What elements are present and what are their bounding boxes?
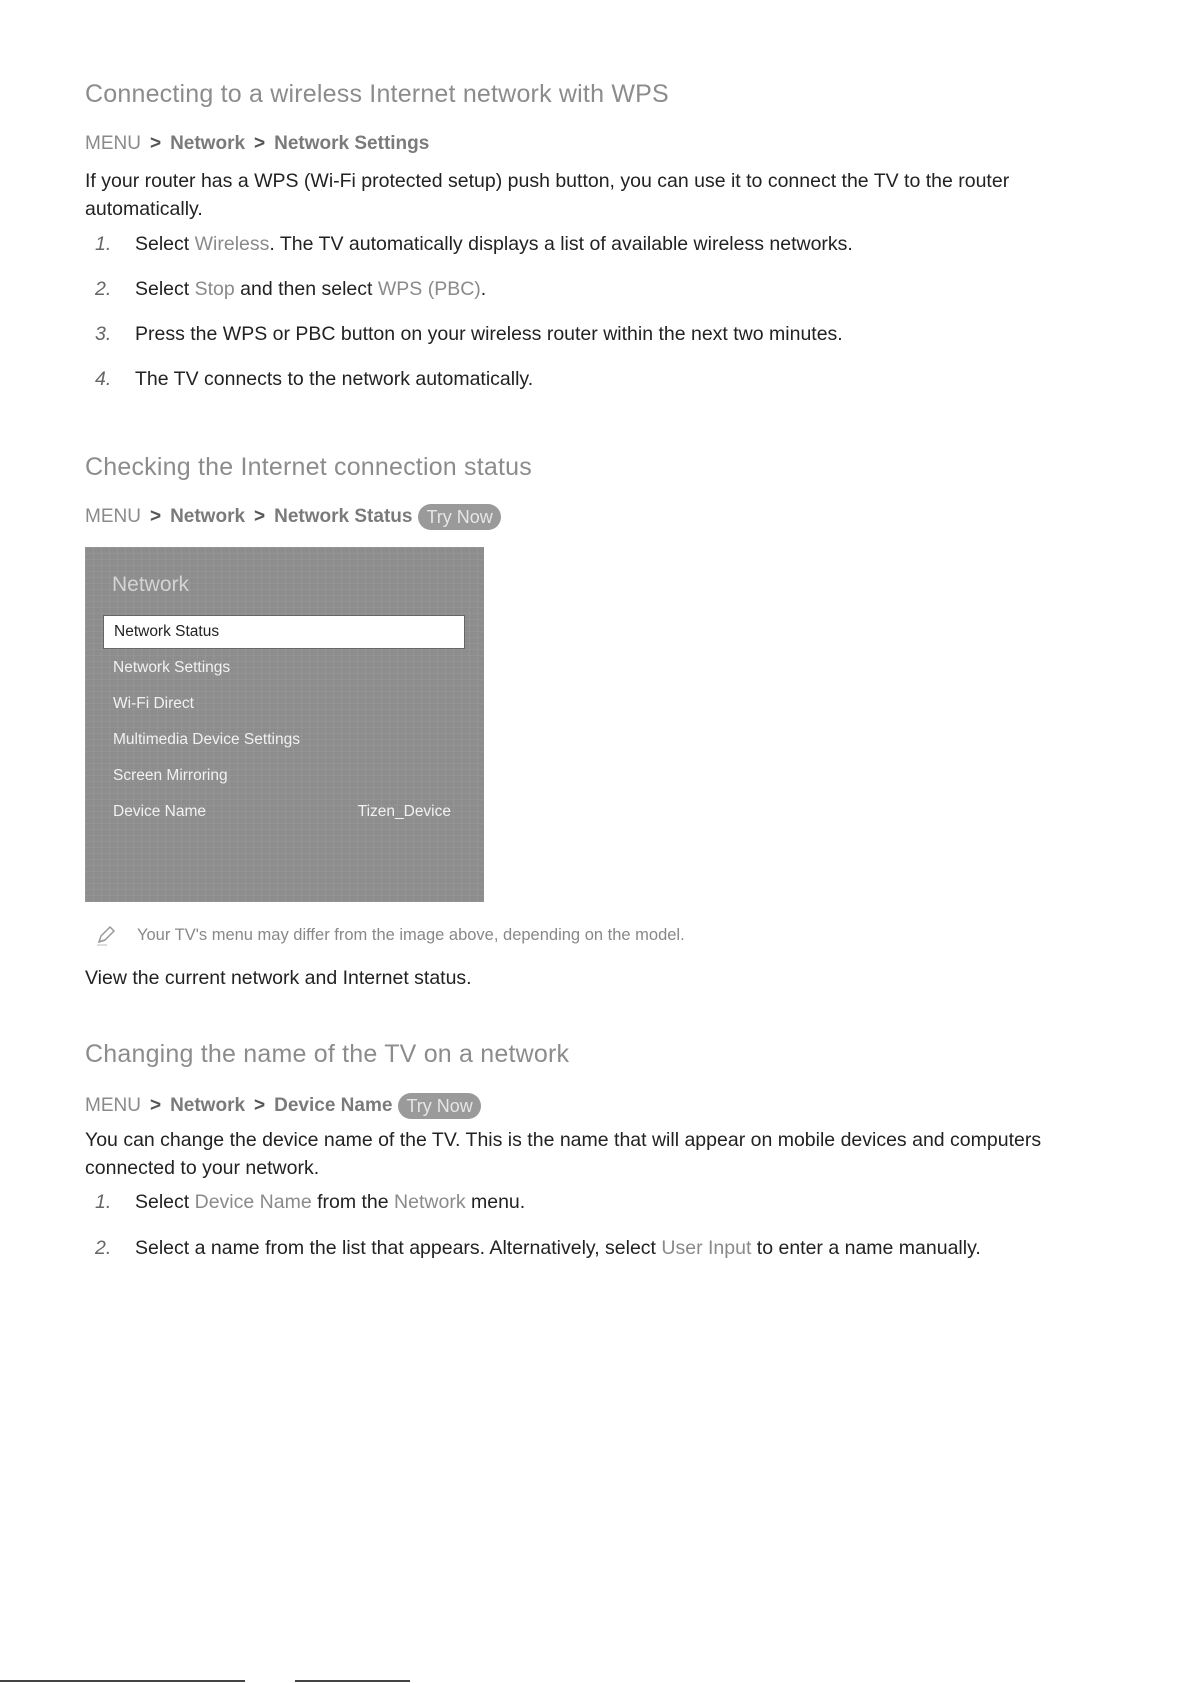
status-body: View the current network and Internet status.: [85, 967, 472, 989]
chevron-right-icon: >: [254, 506, 266, 527]
chevron-right-icon: >: [254, 1095, 266, 1116]
section-title-wps: Connecting to a wireless Internet network with WPS: [85, 80, 669, 108]
path-menu: MENU: [85, 506, 141, 527]
device-name-step-1: 1. Select Device Name from the Network menu.: [95, 1191, 526, 1213]
section-title-status: Checking the Internet connection status: [85, 453, 532, 481]
menu-path-status: [85, 504, 501, 530]
chevron-right-icon: >: [149, 133, 162, 154]
try-now-button[interactable]: Try Now: [418, 504, 500, 530]
chevron-right-icon: >: [149, 506, 162, 527]
wps-step-1: 1. Select Wireless. The TV automatically displays a list of available wireless networks.: [95, 233, 853, 255]
path-network-settings: Network Settings: [274, 133, 430, 154]
chevron-right-icon: >: [149, 1095, 162, 1116]
path-network: Network: [170, 133, 246, 154]
section-title-device-name: Changing the name of the TV on a network: [85, 1040, 570, 1068]
menu-item-network-settings[interactable]: Network Settings: [113, 659, 231, 676]
path-network-status: Network Status: [274, 506, 413, 527]
menu-path-wps: [85, 133, 429, 155]
footer-rule: [295, 1680, 410, 1682]
model-note: Your TV's menu may differ from the image above, depending on the model.: [85, 924, 685, 946]
device-name-value: Tizen_Device: [357, 803, 451, 820]
tv-network-menu-screenshot: [85, 547, 484, 902]
wps-step-3: 3. Press the WPS or PBC button on your wireless router within the next two minutes.: [95, 323, 843, 345]
screen-title: Network: [112, 573, 190, 596]
pencil-note-icon: [95, 924, 117, 946]
wps-step-4: 4. The TV connects to the network automatically.: [95, 368, 534, 390]
path-menu: MENU: [85, 1095, 141, 1116]
try-now-button[interactable]: Try Now: [398, 1093, 480, 1119]
path-menu: MENU: [85, 133, 141, 154]
path-device-name: Device Name: [274, 1095, 393, 1116]
path-network: Network: [170, 1095, 246, 1116]
wps-intro: If your router has a WPS (Wi-Fi protected setup) push button, you can use it to connect the TV to the router automatically.: [85, 170, 1010, 220]
menu-item-wifi-direct[interactable]: Wi-Fi Direct: [113, 695, 194, 712]
device-name-step-2: 2. Select a name from the list that appears. Alternatively, select User Input to enter a name manually.: [95, 1237, 981, 1259]
menu-item-screen-mirroring[interactable]: Screen Mirroring: [113, 767, 228, 784]
device-name-intro: You can change the device name of the TV. This is the name that will appear on mobile devices and computers connected to your network.: [85, 1129, 1042, 1179]
wps-step-2: 2. Select Stop and then select WPS (PBC).: [95, 278, 487, 300]
menu-item-network-status[interactable]: Network Status: [103, 615, 465, 649]
menu-path-device-name: [85, 1093, 481, 1119]
path-network: Network: [170, 506, 246, 527]
menu-item-device-name[interactable]: Device Name Tizen_Device: [113, 803, 451, 820]
footer-rule: [0, 1680, 245, 1682]
chevron-right-icon: >: [254, 133, 266, 154]
menu-item-multimedia-device-settings[interactable]: Multimedia Device Settings: [113, 731, 300, 748]
